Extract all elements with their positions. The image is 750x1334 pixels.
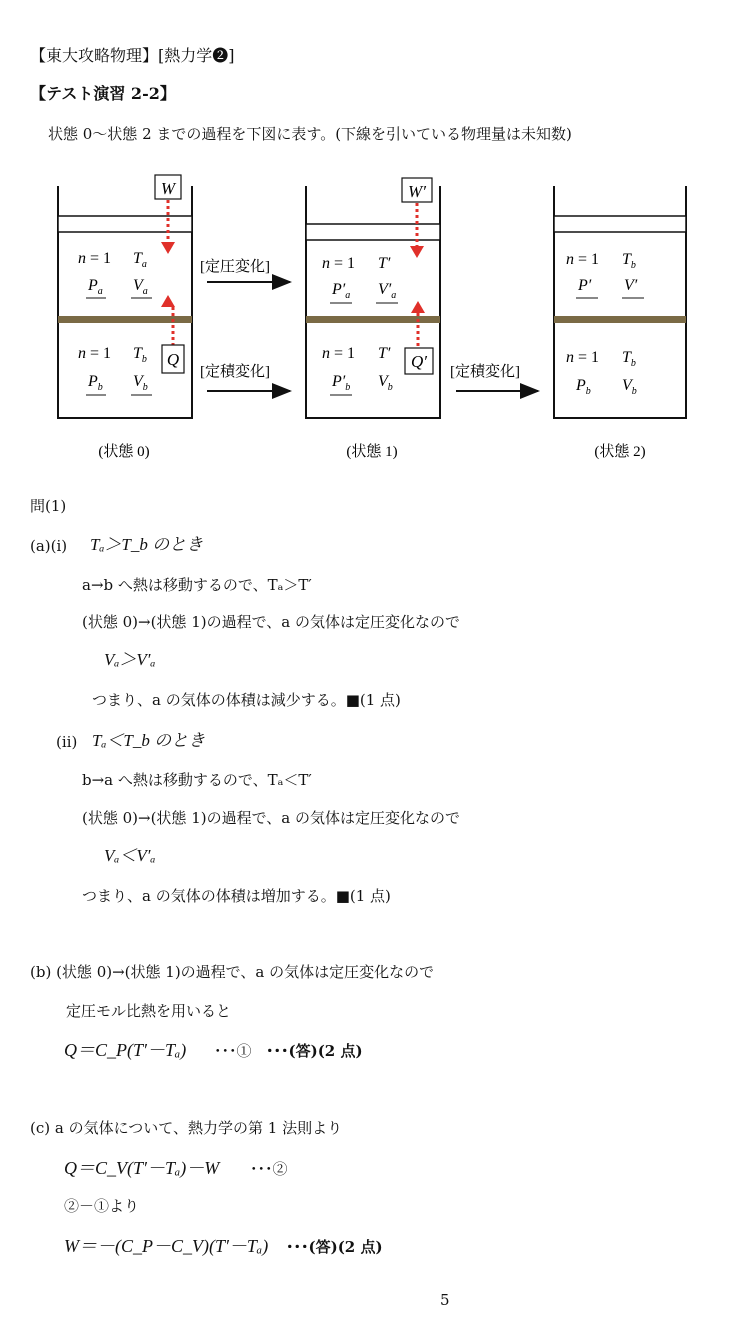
svg-text:Tb: $T_b$ (622, 251, 636, 271)
part-c-answer: ･･･(答)(2 点) (286, 1238, 383, 1256)
part-a-i-line1: a→b へ熱は移動するので、Tₐ＞T′ (82, 576, 312, 594)
part-b-line1: (b) (状態 0)→(状態 1)の過程で、a の気体は定圧変化なので (30, 963, 435, 981)
part-c-line1: (c) a の気体について、熱力学の第 1 法則より (30, 1119, 343, 1137)
part-a-ii-line3: Vₐ＜V′ₐ (104, 846, 156, 865)
arrow-label-isochoric-1: [定積変化] (200, 364, 270, 380)
svg-text:n = 1: n = 1 (78, 250, 112, 267)
heat-arrow (411, 301, 425, 313)
work-label: W′ (408, 182, 426, 201)
part-a-ii-line4: つまり、a の気体の体積は増加する。■(1 点) (82, 887, 391, 905)
part-b-equation: Q＝C_P(T′－Tₐ) (64, 1040, 187, 1060)
svg-text:n = 1: n = 1 (566, 251, 600, 268)
arrow-label-isobaric: [定圧変化] (200, 259, 270, 275)
svg-text:Ta: $T_a$ (133, 250, 147, 270)
intro-text: 状態 0～状態 2 までの過程を下図に表す。(下線を引いている物理量は未知数) (48, 125, 572, 143)
svg-text:T′: T′ (378, 255, 391, 272)
svg-text:Va: $V_a$ (133, 277, 148, 297)
part-a-i-line2: (状態 0)→(状態 1)の過程で、a の気体は定圧変化なので (82, 613, 461, 631)
svg-text:P′a: $P'_a$ (332, 281, 351, 301)
caption-state-1: (状態 1) (346, 444, 398, 460)
heat-arrow (161, 295, 175, 307)
svg-text:Tb: $T_b$ (133, 345, 147, 365)
svg-text:P′b: $P'_b$ (332, 373, 351, 393)
svg-text:n = 1: n = 1 (566, 349, 600, 366)
svg-text:n = 1: n = 1 (322, 255, 356, 272)
part-b-answer: ･･･(答)(2 点) (266, 1042, 363, 1060)
piston-top (306, 224, 440, 240)
work-arrow (410, 246, 424, 258)
caption-state-2: (状態 2) (594, 444, 646, 460)
svg-text:Pb: $P_b$ (88, 373, 103, 393)
state-0-cylinder (58, 175, 192, 418)
part-c-mark: ･･･② (250, 1160, 288, 1178)
section-title: 【テスト演習 2-2】 (30, 84, 176, 103)
part-c-equation2: W＝－(C_P－C_V)(T′－Tₐ) (64, 1236, 269, 1256)
part-a-ii-line2: (状態 0)→(状態 1)の過程で、a の気体は定圧変化なので (82, 809, 461, 827)
svg-text:T′: T′ (378, 345, 391, 362)
part-a-i-label: (a)(ⅰ) (30, 537, 68, 555)
part-a-ii-condition: Tₐ＜T_b のとき (92, 731, 206, 750)
partition-piston (306, 316, 440, 323)
svg-text:P′: P′ (578, 277, 592, 294)
document-title: 【東大攻略物理】[熱力学❷] (30, 46, 235, 65)
state-2-cylinder (554, 186, 686, 418)
piston-top (554, 216, 686, 232)
work-label: W (160, 179, 176, 198)
svg-text:Pb: $P_b$ (576, 377, 591, 397)
heat-label: Q (166, 350, 180, 369)
part-b-mark: ･･･① (214, 1042, 252, 1060)
work-arrow (161, 242, 175, 254)
part-c-equation1: Q＝C_V(T′－Tₐ)－W (64, 1158, 220, 1178)
svg-text:n = 1: n = 1 (78, 345, 112, 362)
svg-text:Pa: $P_a$ (88, 277, 103, 297)
state-1-cylinder (306, 178, 440, 418)
part-b-line2: 定圧モル比熱を用いると (66, 1002, 232, 1020)
page-number: 5 (440, 1291, 450, 1309)
arrow-label-isochoric-2: [定積変化] (450, 364, 520, 380)
svg-text:Vb: $V_b$ (378, 373, 393, 393)
svg-text:V′: V′ (624, 277, 638, 294)
part-a-ii-line1: b→a へ熱は移動するので、Tₐ＜T′ (82, 771, 312, 789)
svg-text:n = 1: n = 1 (322, 345, 356, 362)
heat-label: Q′ (411, 352, 427, 371)
svg-text:Vb: $V_b$ (622, 377, 637, 397)
part-c-line2: ②－①より (64, 1197, 140, 1215)
svg-text:Vb: $V_b$ (133, 373, 148, 393)
piston-top (58, 216, 192, 232)
question-title: 問(1) (30, 497, 67, 515)
part-a-i-line4: つまり、a の気体の体積は減少する。■(1 点) (92, 691, 401, 709)
part-a-i-condition: Tₐ＞T_b のとき (90, 535, 204, 554)
part-a-ii-label: (ⅱ) (56, 733, 78, 751)
process-diagram (0, 170, 750, 470)
partition-piston (554, 316, 686, 323)
part-a-i-line3: Vₐ＞V′ₐ (104, 650, 156, 669)
caption-state-0: (状態 0) (98, 444, 150, 460)
svg-text:V′a: $V'_a$ (378, 281, 397, 301)
svg-text:Tb: $T_b$ (622, 349, 636, 369)
